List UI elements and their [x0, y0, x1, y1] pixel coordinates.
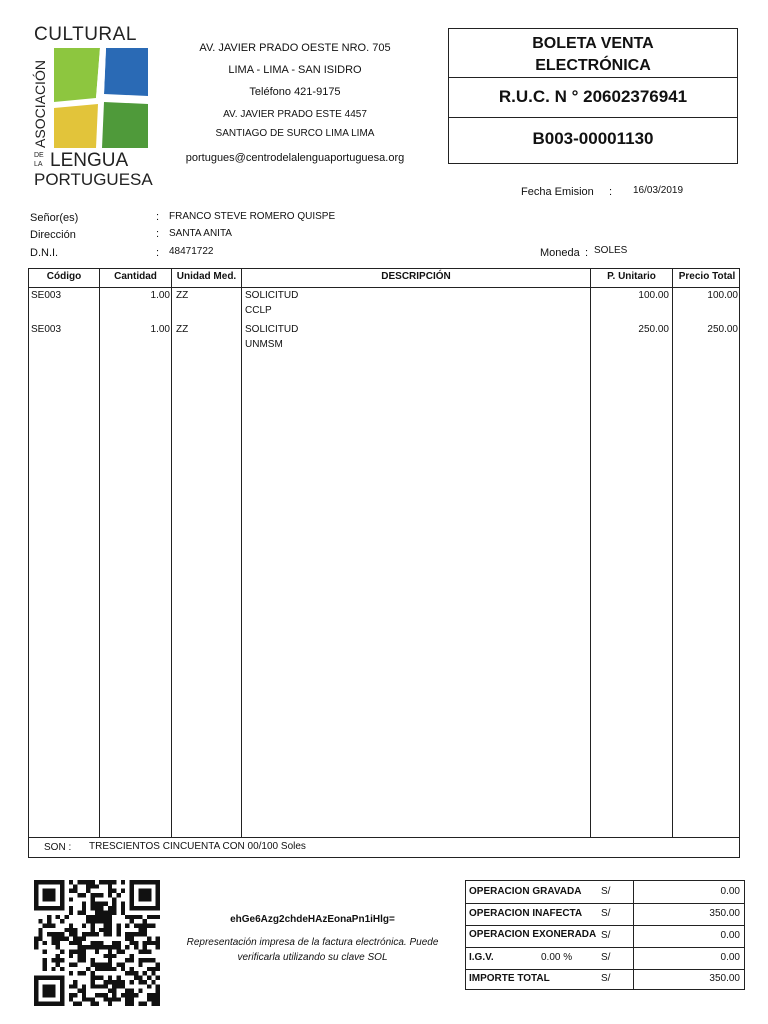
dni-separator: : — [156, 247, 160, 259]
row-2-unidad: ZZ — [176, 324, 189, 335]
row-2-desc-1: SOLICITUD — [245, 324, 299, 335]
row-2-cantidad: 1.00 — [150, 324, 170, 335]
company-city-2: SANTIAGO DE SURCO LIMA LIMA — [215, 128, 375, 139]
dni-value: 48471722 — [169, 246, 214, 257]
document-type-line-2: ELECTRÓNICA — [535, 57, 651, 74]
header-descripcion: DESCRIPCIÓN — [381, 271, 451, 282]
row-1-desc-1: SOLICITUD — [245, 290, 299, 301]
logo-mosaic — [52, 46, 150, 150]
totals-row-gravada — [466, 881, 744, 904]
moneda-separator: : — [585, 247, 589, 259]
row-2-desc-2: UNMSM — [245, 339, 283, 350]
amount-in-words — [28, 837, 740, 858]
box-divider-2 — [449, 117, 737, 118]
document-box — [448, 28, 738, 164]
row-1-unitario: 100.00 — [638, 290, 669, 301]
logo-title-cultural: CULTURAL — [34, 24, 137, 45]
header-unidad: Unidad Med. — [176, 271, 237, 282]
direccion-label: Dirección — [30, 229, 76, 241]
totals-currency: S/ — [601, 908, 611, 919]
totals-currency: S/ — [601, 973, 611, 984]
totals-value: 350.00 — [709, 973, 740, 984]
row-2-unitario: 250.00 — [638, 324, 669, 335]
totals-value: 0.00 — [720, 952, 740, 963]
header-p-unitario: P. Unitario — [607, 271, 656, 282]
son-label: SON : — [44, 842, 72, 853]
document-type-line-1: BOLETA VENTA — [532, 35, 654, 52]
qr-code — [28, 880, 166, 1006]
items-table — [28, 268, 740, 838]
column-divider — [672, 269, 673, 837]
totals-label: IMPORTE TOTAL — [469, 973, 550, 984]
totals-value: 0.00 — [720, 886, 740, 897]
totals-label: OPERACION GRAVADA — [469, 886, 582, 897]
row-1-desc-2: CCLP — [245, 305, 272, 316]
company-email: portugues@centrodelalenguaportuguesa.org — [185, 152, 405, 164]
fecha-label: Fecha Emision — [521, 186, 594, 198]
direccion-separator: : — [156, 228, 160, 240]
moneda-label: Moneda — [540, 247, 580, 259]
totals-currency: S/ — [601, 886, 611, 897]
totals-label: OPERACION EXONERADA — [469, 929, 597, 940]
totals-value: 350.00 — [709, 908, 740, 919]
column-divider — [171, 269, 172, 837]
box-divider-1 — [449, 77, 737, 78]
header-precio-total: Precio Total — [678, 271, 736, 282]
igv-percent: 0.00 % — [541, 952, 573, 963]
company-city: LIMA - LIMA - SAN ISIDRO — [228, 64, 362, 76]
fecha-value: 16/03/2019 — [633, 185, 684, 196]
row-1-unidad: ZZ — [176, 290, 189, 301]
company-address-1: AV. JAVIER PRADO OESTE NRO. 705 — [199, 42, 391, 54]
totals-currency: S/ — [601, 952, 611, 963]
totals-label: OPERACION INAFECTA — [469, 908, 583, 919]
footer-note-2: verificarla utilizando su clave SOL — [237, 952, 388, 963]
digest-hash: ehGe6Azg2chdeHAzEonaPn1iHlg= — [230, 914, 395, 925]
row-1-total: 100.00 — [707, 290, 738, 301]
logo-portuguesa: PORTUGUESA — [34, 170, 153, 189]
totals-row-inafecta — [466, 903, 744, 926]
totals-row-igv — [466, 947, 744, 970]
logo — [30, 24, 156, 189]
totals-box — [465, 880, 745, 990]
header-cantidad: Cantidad — [114, 271, 157, 282]
logo-lengua: LENGUA — [50, 150, 129, 171]
totals-row-exonerada — [466, 925, 744, 948]
logo-de: DE — [34, 152, 44, 159]
header-codigo: Código — [46, 271, 82, 282]
totals-label: I.G.V. — [469, 952, 494, 963]
row-2-codigo: SE003 — [31, 324, 62, 335]
moneda-value: SOLES — [594, 245, 628, 256]
senor-value: FRANCO STEVE ROMERO QUISPE — [169, 211, 336, 222]
footer-note-1: Representación impresa de la factura electrónica. Puede — [186, 937, 439, 948]
dni-label: D.N.I. — [30, 247, 59, 259]
document-ruc: R.U.C. N ° 20602376941 — [498, 87, 688, 106]
column-divider — [590, 269, 591, 837]
row-1-cantidad: 1.00 — [150, 290, 170, 301]
document-number: B003-00001130 — [532, 129, 654, 148]
row-2-total: 250.00 — [707, 324, 738, 335]
son-value: TRESCIENTOS CINCUENTA CON 00/100 Soles — [89, 841, 306, 852]
totals-currency: S/ — [601, 930, 611, 941]
direccion-value: SANTA ANITA — [169, 228, 232, 239]
logo-la: LA — [34, 161, 43, 168]
column-divider — [99, 269, 100, 837]
totals-row-importe-total — [466, 969, 744, 991]
totals-value: 0.00 — [720, 930, 740, 941]
company-phone: Teléfono 421-9175 — [249, 86, 341, 98]
company-address-2: AV. JAVIER PRADO ESTE 4457 — [223, 109, 367, 120]
fecha-separator: : — [609, 186, 613, 198]
column-divider — [241, 269, 242, 837]
senor-label: Señor(es) — [30, 212, 79, 224]
row-1-codigo: SE003 — [31, 290, 62, 301]
senor-separator: : — [156, 211, 160, 223]
logo-vertical-text: ASOCIACIÓN — [32, 60, 48, 148]
